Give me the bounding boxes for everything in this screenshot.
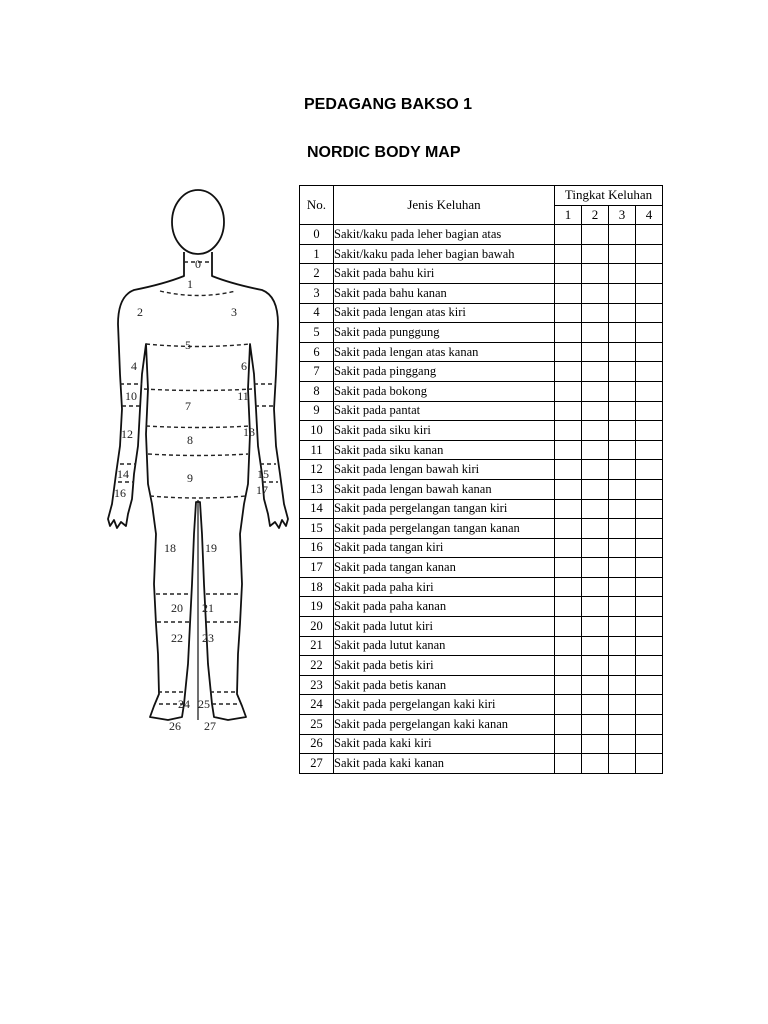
level-3-cell[interactable]	[609, 715, 636, 735]
level-3-cell[interactable]	[609, 538, 636, 558]
level-3-cell[interactable]	[609, 225, 636, 245]
row-number: 15	[300, 519, 334, 539]
level-3-cell[interactable]	[609, 597, 636, 617]
level-3-cell[interactable]	[609, 264, 636, 284]
table-row	[300, 519, 663, 539]
region-label: 8	[187, 433, 193, 447]
row-complaint: Sakit pada bahu kiri	[334, 264, 555, 284]
table-row	[300, 225, 663, 245]
row-complaint: Sakit pada lutut kanan	[334, 636, 555, 656]
level-2-cell[interactable]	[582, 303, 609, 323]
level-4-cell[interactable]	[636, 283, 663, 303]
level-1-cell[interactable]	[555, 303, 582, 323]
level-2-cell[interactable]	[582, 558, 609, 578]
level-1-cell[interactable]	[555, 558, 582, 578]
row-complaint: Sakit pada kaki kanan	[334, 754, 555, 774]
table-row	[300, 617, 663, 637]
level-3-cell[interactable]	[609, 460, 636, 480]
table-row	[300, 656, 663, 676]
document-subtitle: NORDIC BODY MAP	[307, 144, 461, 161]
row-complaint: Sakit/kaku pada leher bagian bawah	[334, 244, 555, 264]
row-number: 19	[300, 597, 334, 617]
level-1-cell[interactable]	[555, 264, 582, 284]
region-label: 15	[257, 467, 269, 481]
table-row	[300, 558, 663, 578]
header-jenis-keluhan: Jenis Keluhan	[334, 186, 555, 225]
row-number: 17	[300, 558, 334, 578]
level-3-cell[interactable]	[609, 754, 636, 774]
level-4-cell[interactable]	[636, 519, 663, 539]
level-4-cell[interactable]	[636, 225, 663, 245]
level-2-cell[interactable]	[582, 734, 609, 754]
row-complaint: Sakit pada betis kiri	[334, 656, 555, 676]
table-row	[300, 244, 663, 264]
level-4-cell[interactable]	[636, 577, 663, 597]
level-2-cell[interactable]	[582, 479, 609, 499]
level-1-cell[interactable]	[555, 538, 582, 558]
level-2-cell[interactable]	[582, 342, 609, 362]
level-4-cell[interactable]	[636, 479, 663, 499]
level-1-cell[interactable]	[555, 225, 582, 245]
level-2-cell[interactable]	[582, 381, 609, 401]
table-row	[300, 323, 663, 343]
table-row	[300, 264, 663, 284]
row-complaint: Sakit pada siku kanan	[334, 440, 555, 460]
row-number: 13	[300, 479, 334, 499]
header-level-1: 1	[555, 205, 582, 225]
level-3-cell[interactable]	[609, 440, 636, 460]
table-row	[300, 283, 663, 303]
table-row	[300, 499, 663, 519]
level-1-cell[interactable]	[555, 675, 582, 695]
row-complaint: Sakit pada bahu kanan	[334, 283, 555, 303]
level-4-cell[interactable]	[636, 362, 663, 382]
region-label: 12	[121, 427, 133, 441]
row-complaint: Sakit pada punggung	[334, 323, 555, 343]
level-1-cell[interactable]	[555, 323, 582, 343]
row-number: 7	[300, 362, 334, 382]
level-2-cell[interactable]	[582, 675, 609, 695]
level-1-cell[interactable]	[555, 362, 582, 382]
row-complaint: Sakit pada tangan kanan	[334, 558, 555, 578]
row-complaint: Sakit pada paha kiri	[334, 577, 555, 597]
level-2-cell[interactable]	[582, 225, 609, 245]
level-1-cell[interactable]	[555, 754, 582, 774]
body-map-figure	[104, 184, 294, 744]
row-number: 10	[300, 421, 334, 441]
row-number: 20	[300, 617, 334, 637]
document-title: PEDAGANG BAKSO 1	[304, 96, 473, 113]
level-1-cell[interactable]	[555, 381, 582, 401]
level-4-cell[interactable]	[636, 303, 663, 323]
region-label: 5	[185, 338, 191, 352]
table-body	[300, 225, 663, 774]
level-3-cell[interactable]	[609, 558, 636, 578]
row-complaint: Sakit pada lengan atas kiri	[334, 303, 555, 323]
row-complaint: Sakit pada paha kanan	[334, 597, 555, 617]
table-row	[300, 303, 663, 323]
level-4-cell[interactable]	[636, 342, 663, 362]
region-label: 27	[204, 719, 216, 733]
table-row	[300, 734, 663, 754]
row-complaint: Sakit pada bokong	[334, 381, 555, 401]
row-complaint: Sakit pada kaki kiri	[334, 734, 555, 754]
region-label: 6	[241, 359, 247, 373]
region-dividers	[118, 262, 278, 720]
region-label: 14	[117, 467, 129, 481]
level-2-cell[interactable]	[582, 695, 609, 715]
table-row	[300, 577, 663, 597]
level-4-cell[interactable]	[636, 558, 663, 578]
level-4-cell[interactable]	[636, 421, 663, 441]
region-label: 10	[125, 389, 137, 403]
level-1-cell[interactable]	[555, 617, 582, 637]
row-number: 2	[300, 264, 334, 284]
level-3-cell[interactable]	[609, 636, 636, 656]
level-1-cell[interactable]	[555, 244, 582, 264]
level-2-cell[interactable]	[582, 440, 609, 460]
level-1-cell[interactable]	[555, 519, 582, 539]
row-number: 24	[300, 695, 334, 715]
row-number: 11	[300, 440, 334, 460]
level-2-cell[interactable]	[582, 656, 609, 676]
row-number: 6	[300, 342, 334, 362]
level-4-cell[interactable]	[636, 656, 663, 676]
level-3-cell[interactable]	[609, 499, 636, 519]
level-2-cell[interactable]	[582, 617, 609, 637]
row-number: 5	[300, 323, 334, 343]
region-label: 3	[231, 305, 237, 319]
level-3-cell[interactable]	[609, 283, 636, 303]
header-level-4: 4	[636, 205, 663, 225]
table-row	[300, 342, 663, 362]
row-number: 21	[300, 636, 334, 656]
level-2-cell[interactable]	[582, 519, 609, 539]
row-number: 0	[300, 225, 334, 245]
nordic-body-map-table	[299, 185, 663, 774]
region-label: 18	[164, 541, 176, 555]
row-number: 27	[300, 754, 334, 774]
level-2-cell[interactable]	[582, 577, 609, 597]
level-2-cell[interactable]	[582, 538, 609, 558]
level-2-cell[interactable]	[582, 264, 609, 284]
level-2-cell[interactable]	[582, 754, 609, 774]
row-number: 23	[300, 675, 334, 695]
row-number: 25	[300, 715, 334, 735]
table-row	[300, 381, 663, 401]
level-2-cell[interactable]	[582, 460, 609, 480]
row-complaint: Sakit pada pergelangan tangan kiri	[334, 499, 555, 519]
table-row	[300, 754, 663, 774]
level-1-cell[interactable]	[555, 479, 582, 499]
level-4-cell[interactable]	[636, 460, 663, 480]
region-label: 7	[185, 399, 191, 413]
level-1-cell[interactable]	[555, 421, 582, 441]
row-number: 18	[300, 577, 334, 597]
level-2-cell[interactable]	[582, 715, 609, 735]
level-2-cell[interactable]	[582, 421, 609, 441]
header-no: No.	[300, 186, 334, 225]
table-row	[300, 715, 663, 735]
header-level-3: 3	[609, 205, 636, 225]
level-1-cell[interactable]	[555, 342, 582, 362]
row-number: 14	[300, 499, 334, 519]
row-number: 8	[300, 381, 334, 401]
level-4-cell[interactable]	[636, 695, 663, 715]
row-complaint: Sakit pada siku kiri	[334, 421, 555, 441]
region-label: 2	[137, 305, 143, 319]
row-complaint: Sakit pada lengan atas kanan	[334, 342, 555, 362]
level-4-cell[interactable]	[636, 323, 663, 343]
region-label: 13	[243, 425, 255, 439]
row-number: 12	[300, 460, 334, 480]
level-4-cell[interactable]	[636, 244, 663, 264]
table-row	[300, 538, 663, 558]
level-1-cell[interactable]	[555, 577, 582, 597]
row-number: 26	[300, 734, 334, 754]
level-4-cell[interactable]	[636, 734, 663, 754]
level-3-cell[interactable]	[609, 323, 636, 343]
level-1-cell[interactable]	[555, 499, 582, 519]
level-2-cell[interactable]	[582, 499, 609, 519]
region-label: 0	[195, 257, 201, 271]
level-3-cell[interactable]	[609, 617, 636, 637]
level-2-cell[interactable]	[582, 597, 609, 617]
level-1-cell[interactable]	[555, 440, 582, 460]
level-2-cell[interactable]	[582, 362, 609, 382]
region-label: 24	[178, 697, 190, 711]
table-row	[300, 460, 663, 480]
level-4-cell[interactable]	[636, 499, 663, 519]
level-4-cell[interactable]	[636, 715, 663, 735]
region-label: 25	[198, 697, 210, 711]
region-label: 1	[187, 277, 193, 291]
row-complaint: Sakit pada pantat	[334, 401, 555, 421]
row-complaint: Sakit pada lengan bawah kanan	[334, 479, 555, 499]
level-3-cell[interactable]	[609, 695, 636, 715]
region-label: 26	[169, 719, 181, 733]
table-row	[300, 695, 663, 715]
region-label: 17	[256, 483, 268, 497]
table-row	[300, 421, 663, 441]
region-label: 23	[202, 631, 214, 645]
level-3-cell[interactable]	[609, 303, 636, 323]
region-label: 22	[171, 631, 183, 645]
region-label: 9	[187, 471, 193, 485]
row-complaint: Sakit pada pergelangan kaki kanan	[334, 715, 555, 735]
level-3-cell[interactable]	[609, 342, 636, 362]
row-complaint: Sakit pada lengan bawah kiri	[334, 460, 555, 480]
header-level-2: 2	[582, 205, 609, 225]
level-4-cell[interactable]	[636, 675, 663, 695]
table-row	[300, 597, 663, 617]
row-number: 22	[300, 656, 334, 676]
head-outline	[172, 190, 224, 254]
level-2-cell[interactable]	[582, 323, 609, 343]
row-complaint: Sakit pada betis kanan	[334, 675, 555, 695]
region-label: 11	[237, 389, 249, 403]
level-3-cell[interactable]	[609, 519, 636, 539]
row-complaint: Sakit/kaku pada leher bagian atas	[334, 225, 555, 245]
header-tingkat-keluhan: Tingkat Keluhan	[555, 186, 663, 206]
level-3-cell[interactable]	[609, 656, 636, 676]
level-4-cell[interactable]	[636, 617, 663, 637]
region-label: 16	[114, 486, 126, 500]
level-1-cell[interactable]	[555, 636, 582, 656]
level-4-cell[interactable]	[636, 636, 663, 656]
table-row	[300, 675, 663, 695]
level-2-cell[interactable]	[582, 401, 609, 421]
table-row	[300, 401, 663, 421]
row-complaint: Sakit pada pergelangan tangan kanan	[334, 519, 555, 539]
level-4-cell[interactable]	[636, 754, 663, 774]
row-complaint: Sakit pada pergelangan kaki kiri	[334, 695, 555, 715]
level-2-cell[interactable]	[582, 244, 609, 264]
level-4-cell[interactable]	[636, 440, 663, 460]
level-1-cell[interactable]	[555, 734, 582, 754]
level-1-cell[interactable]	[555, 656, 582, 676]
level-1-cell[interactable]	[555, 695, 582, 715]
level-1-cell[interactable]	[555, 597, 582, 617]
table-row	[300, 440, 663, 460]
row-number: 4	[300, 303, 334, 323]
level-3-cell[interactable]	[609, 577, 636, 597]
table-row	[300, 479, 663, 499]
level-3-cell[interactable]	[609, 244, 636, 264]
region-label: 20	[171, 601, 183, 615]
table-row	[300, 362, 663, 382]
row-number: 1	[300, 244, 334, 264]
row-number: 3	[300, 283, 334, 303]
table-row	[300, 636, 663, 656]
level-2-cell[interactable]	[582, 283, 609, 303]
row-complaint: Sakit pada pinggang	[334, 362, 555, 382]
level-4-cell[interactable]	[636, 264, 663, 284]
level-3-cell[interactable]	[609, 734, 636, 754]
row-number: 16	[300, 538, 334, 558]
region-label: 19	[205, 541, 217, 555]
level-4-cell[interactable]	[636, 597, 663, 617]
level-1-cell[interactable]	[555, 715, 582, 735]
level-1-cell[interactable]	[555, 283, 582, 303]
level-1-cell[interactable]	[555, 460, 582, 480]
level-3-cell[interactable]	[609, 362, 636, 382]
level-3-cell[interactable]	[609, 675, 636, 695]
level-3-cell[interactable]	[609, 479, 636, 499]
level-4-cell[interactable]	[636, 401, 663, 421]
level-4-cell[interactable]	[636, 538, 663, 558]
level-1-cell[interactable]	[555, 401, 582, 421]
level-2-cell[interactable]	[582, 636, 609, 656]
level-4-cell[interactable]	[636, 381, 663, 401]
level-3-cell[interactable]	[609, 401, 636, 421]
level-3-cell[interactable]	[609, 381, 636, 401]
row-number: 9	[300, 401, 334, 421]
row-complaint: Sakit pada lutut kiri	[334, 617, 555, 637]
region-label: 21	[202, 601, 214, 615]
level-3-cell[interactable]	[609, 421, 636, 441]
row-complaint: Sakit pada tangan kiri	[334, 538, 555, 558]
region-label: 4	[131, 359, 137, 373]
